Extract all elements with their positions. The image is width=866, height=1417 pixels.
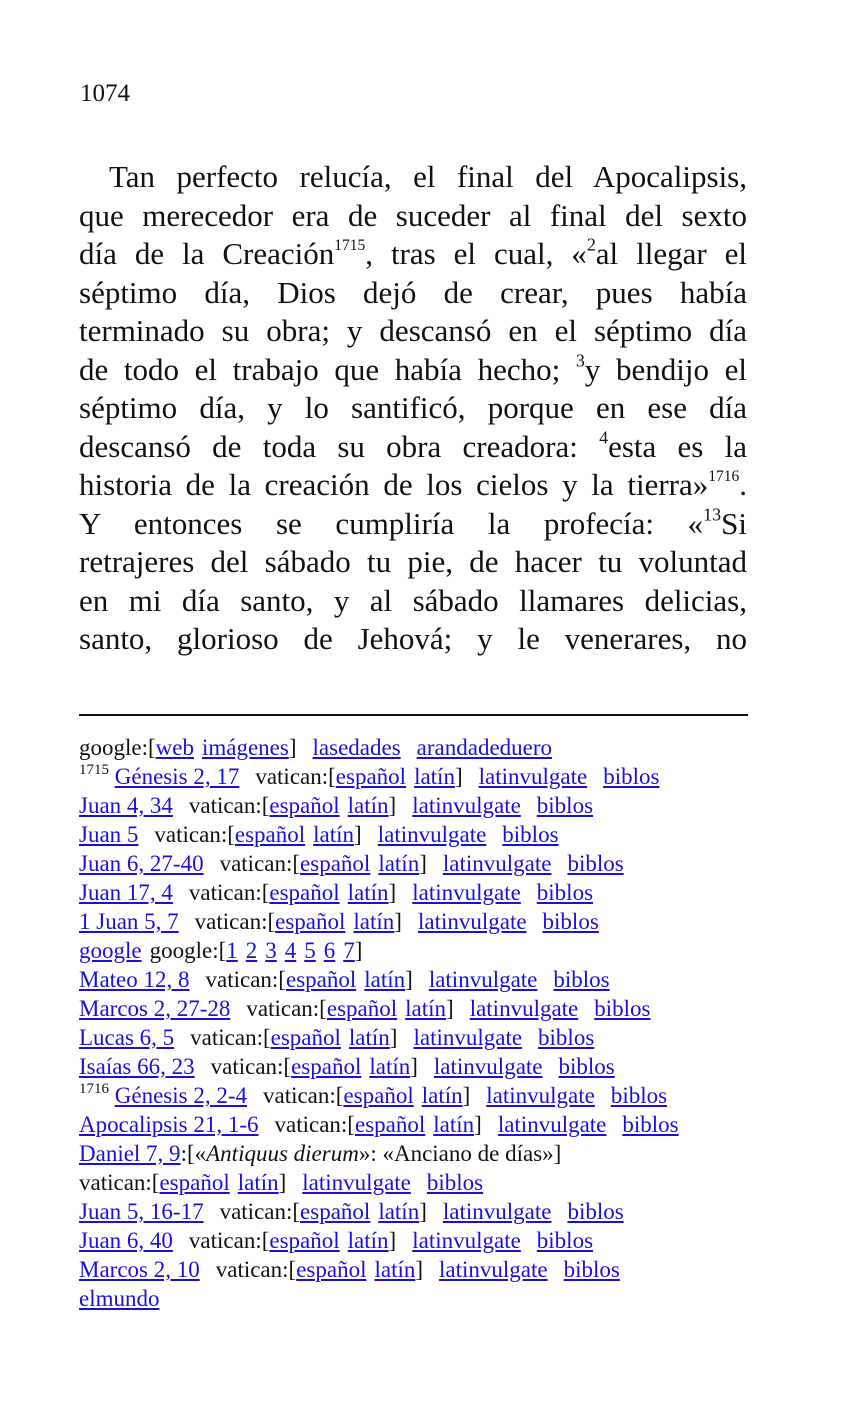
latinvulgate-link[interactable]: latinvulgate [433, 1054, 543, 1079]
espanol-link[interactable]: español [275, 909, 346, 934]
espanol-link[interactable]: español [269, 793, 340, 818]
footnote-line: Juan 5, 16-17 vatican:[español latín] latinvulgate biblos [79, 1199, 624, 1224]
footnote-line: Marcos 2, 27-28 vatican:[español latín] latinvulgate biblos [79, 996, 651, 1021]
ref-link[interactable]: Juan 17, 4 [79, 880, 173, 905]
biblos-link[interactable]: biblos [553, 967, 610, 992]
text-line: día de la Creación$^{1715}$, tras el cual, «$^2$al llegar el [79, 234, 748, 271]
page-number: 1074 [80, 80, 130, 107]
footnote-divider [79, 714, 748, 716]
verse-number: 2 [586, 234, 596, 255]
footnote-line: Isaías 66, 23 vatican:[español latín] latinvulgate biblos [79, 1054, 615, 1079]
arandadeduero-link[interactable]: arandadeduero [416, 735, 553, 760]
biblos-link[interactable]: biblos [567, 1199, 624, 1224]
latin-link[interactable]: latín [414, 764, 455, 789]
footnote-number: 1715 [79, 762, 109, 778]
espanol-link[interactable]: español [300, 1199, 371, 1224]
text-line: séptimo día, y lo santificó, porque en ese día [79, 390, 747, 425]
ref-link[interactable]: Isaías 66, 23 [79, 1054, 195, 1079]
footnote-line: vatican:[español latín] latinvulgate biblos [79, 1170, 484, 1195]
google-result-link[interactable]: 2 [245, 938, 258, 963]
verse-number: 3 [575, 350, 585, 371]
latin-link[interactable]: latín [347, 793, 389, 818]
latinvulgate-link[interactable]: latinvulgate [412, 793, 521, 818]
latin-phrase: Antiquus dierum [206, 1141, 359, 1166]
biblos-link[interactable]: biblos [542, 909, 599, 934]
ref-link[interactable]: Mateo 12, 8 [79, 967, 190, 992]
latinvulgate-link[interactable]: latinvulgate [442, 1199, 552, 1224]
biblos-link[interactable]: biblos [536, 793, 594, 818]
ref-link[interactable]: Juan 6, 27-40 [79, 851, 204, 876]
espanol-link[interactable]: español [291, 1054, 362, 1079]
footnote-line: Juan 5 vatican:[español latín] latinvulgate biblos [79, 822, 559, 847]
imagenes-link[interactable]: imágenes [201, 735, 289, 760]
biblos-link[interactable]: biblos [594, 996, 651, 1021]
footnote-line: Mateo 12, 8 vatican:[español latín] latinvulgate biblos [79, 967, 610, 992]
latin-link[interactable]: latín [313, 822, 355, 847]
ref-link[interactable]: Juan 5, 16-17 [79, 1199, 204, 1224]
footnote-marker: 1715 [334, 237, 366, 255]
google-result-link[interactable]: 3 [265, 938, 277, 963]
verse-number: 4 [599, 427, 609, 448]
text-line: que merecedor era de suceder al final del sexto [79, 197, 747, 233]
latinvulgate-link[interactable]: latinvulgate [302, 1170, 411, 1195]
ref-link[interactable]: Apocalipsis 21, 1-6 [79, 1112, 259, 1137]
latin-link[interactable]: latín [378, 1199, 420, 1224]
body-paragraph [79, 158, 747, 659]
latinvulgate-link[interactable]: latinvulgate [412, 880, 521, 905]
espanol-link[interactable]: español [335, 764, 407, 789]
text-line: historia de la creación de los cielos y la tierra»$^{1716}$. [79, 467, 747, 502]
biblos-link[interactable]: biblos [536, 1228, 594, 1253]
latin-link[interactable]: latín [237, 1170, 279, 1195]
text-line: de todo el trabajo que había hecho; $^3$y bendijo el [79, 350, 747, 387]
footnote-line: Lucas 6, 5 vatican:[español latín] latinvulgate biblos [79, 1025, 595, 1050]
footnote-line: $^{1715}$ Génesis 2, 17 vatican:[español latín] latinvulgate biblos [79, 762, 660, 789]
footnote-line: Marcos 2, 10 vatican:[español latín] latinvulgate biblos [79, 1257, 620, 1282]
footnote-number: 1716 [79, 1081, 109, 1097]
latin-link[interactable]: latín [433, 1112, 475, 1137]
biblos-link[interactable]: biblos [603, 764, 660, 789]
google-result-link[interactable]: 5 [304, 938, 316, 963]
ref-link[interactable]: Daniel 7, 9 [79, 1141, 181, 1166]
google-result-link[interactable]: 6 [323, 938, 336, 963]
latinvulgate-link[interactable]: latinvulgate [412, 1228, 521, 1253]
text-line: santo, glorioso de Jehová; y le venerares, no [79, 621, 747, 656]
text-line: Tan perfecto relucía, el final del Apocalipsis, [109, 159, 747, 194]
espanol-link[interactable]: español [354, 1112, 426, 1137]
footnote-line: Daniel 7, 9:[«Antiquus dierum»: «Anciano de días»] [79, 1141, 562, 1166]
text-line: séptimo día, Dios dejó de crear, pues había [79, 274, 747, 310]
footnote-line: 1 Juan 5, 7 vatican:[español latín] latinvulgate biblos [79, 909, 599, 934]
ref-link[interactable]: Génesis 2, 17 [114, 764, 240, 789]
latin-link[interactable]: latín [347, 1228, 389, 1253]
latinvulgate-link[interactable]: latinvulgate [428, 967, 538, 992]
footnotes [79, 733, 769, 1313]
biblos-link[interactable]: biblos [563, 1257, 620, 1282]
biblos-link[interactable]: biblos [536, 880, 594, 905]
footnote-marker: 1716 [708, 468, 740, 486]
footnote-line [79, 1284, 769, 1313]
google-result-link[interactable]: 7 [343, 938, 355, 963]
latinvulgate-link[interactable]: latinvulgate [497, 1112, 607, 1137]
latin-link[interactable]: latín [405, 996, 447, 1021]
ref-link[interactable]: Génesis 2, 2-4 [114, 1083, 247, 1108]
latinvulgate-link[interactable]: latinvulgate [486, 1083, 595, 1108]
espanol-link[interactable]: español [159, 1170, 230, 1195]
footnote-line: google:[web imágenes] lasedades arandadeduero [79, 735, 553, 760]
biblos-link[interactable]: biblos [622, 1112, 679, 1137]
ref-link[interactable]: Marcos 2, 10 [79, 1257, 200, 1282]
google-result-link[interactable]: 4 [284, 938, 297, 963]
latinvulgate-link[interactable]: latinvulgate [439, 1257, 548, 1282]
ref-link[interactable]: Lucas 6, 5 [79, 1025, 175, 1050]
espanol-link[interactable]: español [270, 1025, 341, 1050]
latin-link[interactable]: latín [353, 909, 395, 934]
latinvulgate-link[interactable]: latinvulgate [442, 851, 552, 876]
espanol-link[interactable]: español [234, 822, 306, 847]
verse-number: 13 [703, 504, 722, 525]
espanol-link[interactable]: español [300, 851, 371, 876]
latin-link[interactable]: latín [369, 1054, 411, 1079]
text-line: retrajeres del sábado tu pie, de hacer tu voluntad [79, 544, 747, 579]
footnote-line: Juan 17, 4 vatican:[español latín] latinvulgate biblos [79, 880, 594, 905]
latin-link[interactable]: latín [347, 880, 389, 905]
footnote-line: Juan 6, 40 vatican:[español latín] latinvulgate biblos [79, 1228, 594, 1253]
ref-link[interactable]: Juan 4, 34 [79, 793, 173, 818]
lasedades-link[interactable]: lasedades [312, 735, 401, 760]
footnote-line: Apocalipsis 21, 1-6 vatican:[español latín] latinvulgate biblos [79, 1112, 679, 1137]
google-result-link[interactable]: 1 [226, 938, 238, 963]
latinvulgate-link[interactable]: latinvulgate [413, 1025, 523, 1050]
biblos-link[interactable]: biblos [567, 851, 624, 876]
latin-link[interactable]: latín [378, 851, 420, 876]
espanol-link[interactable]: español [269, 880, 340, 905]
latinvulgate-link[interactable]: latinvulgate [417, 909, 527, 934]
elmundo-link[interactable]: elmundo [79, 1286, 160, 1311]
espanol-link[interactable]: español [326, 996, 398, 1021]
ref-link[interactable]: 1 Juan 5, 7 [79, 909, 179, 934]
latinvulgate-link[interactable]: latinvulgate [377, 822, 487, 847]
latinvulgate-link[interactable]: latinvulgate [478, 764, 588, 789]
biblos-link[interactable]: biblos [610, 1083, 668, 1108]
biblos-link[interactable]: biblos [426, 1170, 484, 1195]
web-link[interactable]: web [155, 735, 194, 760]
ref-link[interactable]: Marcos 2, 27-28 [79, 996, 231, 1021]
ref-link[interactable]: Juan 6, 40 [79, 1228, 173, 1253]
google-link[interactable]: google [79, 938, 142, 963]
footnote-line: google google:[1 2 3 4 5 6 7] [79, 938, 363, 963]
espanol-link[interactable]: español [343, 1083, 414, 1108]
footnote-line: Juan 4, 34 vatican:[español latín] latinvulgate biblos [79, 793, 594, 818]
footnote-line: Juan 6, 27-40 vatican:[español latín] latinvulgate biblos [79, 851, 624, 876]
biblos-link[interactable]: biblos [538, 1025, 595, 1050]
latin-link[interactable]: latín [374, 1257, 416, 1282]
text-line: Y entonces se cumpliría la profecía: «$^{13}$Si [79, 504, 747, 541]
text-line: descansó de toda su obra creadora: $^4$esta es la [79, 427, 748, 464]
espanol-link[interactable]: español [296, 1257, 367, 1282]
footnote-line: $^{1716}$ Génesis 2, 2-4 vatican:[español latín] latinvulgate biblos [79, 1081, 668, 1108]
ref-link[interactable]: Juan 5 [79, 822, 139, 847]
latin-link[interactable]: latín [348, 1025, 390, 1050]
text-line: en mi día santo, y al sábado llamares delicias, [79, 582, 747, 618]
text-line: terminado su obra; y descansó en el séptimo día [79, 313, 747, 348]
biblos-link[interactable]: biblos [502, 822, 559, 847]
espanol-link[interactable]: español [269, 1228, 340, 1253]
latin-link[interactable]: latín [364, 967, 406, 992]
espanol-link[interactable]: español [285, 967, 357, 992]
latin-link[interactable]: latín [421, 1083, 463, 1108]
latinvulgate-link[interactable]: latinvulgate [469, 996, 579, 1021]
biblos-link[interactable]: biblos [558, 1054, 615, 1079]
